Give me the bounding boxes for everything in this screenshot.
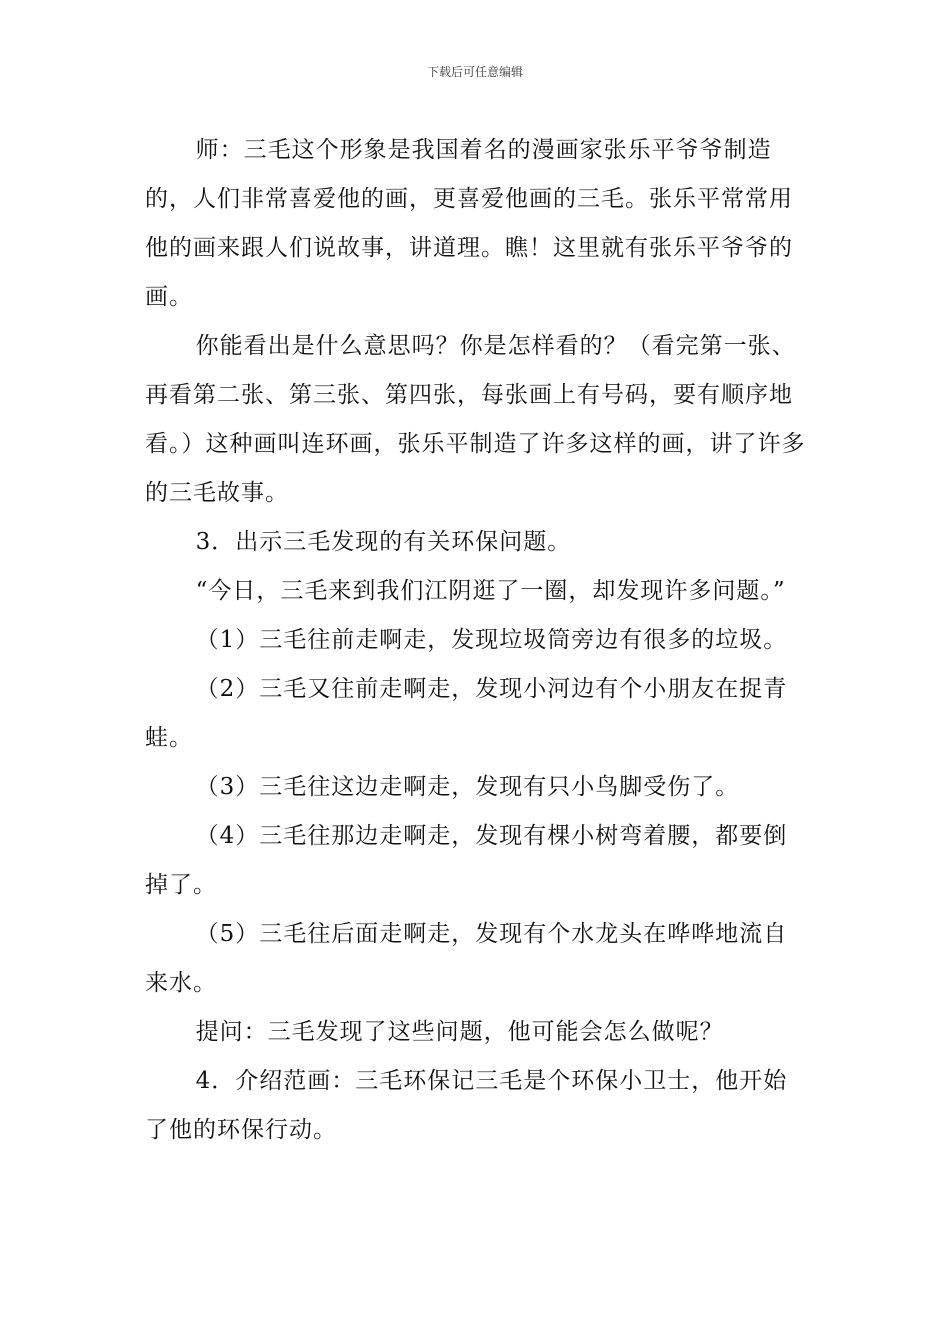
list-item-5: （5）三毛往后面走啊走，发现有个水龙头在哗哗地流自来水。 — [145, 921, 788, 996]
paragraph-comic-question: 你能看出是什么意思吗？你是怎样看的？（看完第一张、再看第二张、第三张、第四张，每张画上有号码，要有顺序地看。）这种画叫连环画，张乐平制造了许多这样的画，讲了许多的三毛故事。 — [145, 333, 806, 506]
paragraph-teacher-intro: 师：三毛这个形象是我国着名的漫画家张乐平爷爷制造的，人们非常喜爱他的画，更喜爱他画的三毛。张乐平常常用他的画来跟人们说故事，讲道理。瞧！这里就有张乐平爷爷的画。 — [145, 137, 793, 310]
list-item-3: （3）三毛往这边走啊走，发现有只小鸟脚受伤了。 — [195, 774, 740, 800]
paragraph-step-3: 3．出示三毛发现的有关环保问题。 — [195, 529, 572, 555]
list-item-2: （2）三毛又往前走啊走，发现小河边有个小朋友在捉青蛙。 — [145, 676, 788, 751]
paragraph-step-4: 4．介绍范画：三毛环保记三毛是个环保小卫士，他开始了他的环保行动。 — [145, 1068, 788, 1143]
paragraph-quote: “今日，三毛来到我们江阴逛了一圈，却发现许多问题。” — [195, 578, 786, 604]
list-item-1: （1）三毛往前走啊走，发现垃圾筒旁边有很多的垃圾。 — [195, 627, 788, 653]
page-header: 下载后可任意编辑 — [426, 65, 523, 79]
paragraph-question: 提问：三毛发现了这些问题，他可能会怎么做呢？ — [195, 1019, 724, 1045]
list-item-4: （4）三毛往那边走啊走，发现有棵小树弯着腰，都要倒掉了。 — [145, 823, 788, 898]
document-body — [145, 126, 809, 1155]
